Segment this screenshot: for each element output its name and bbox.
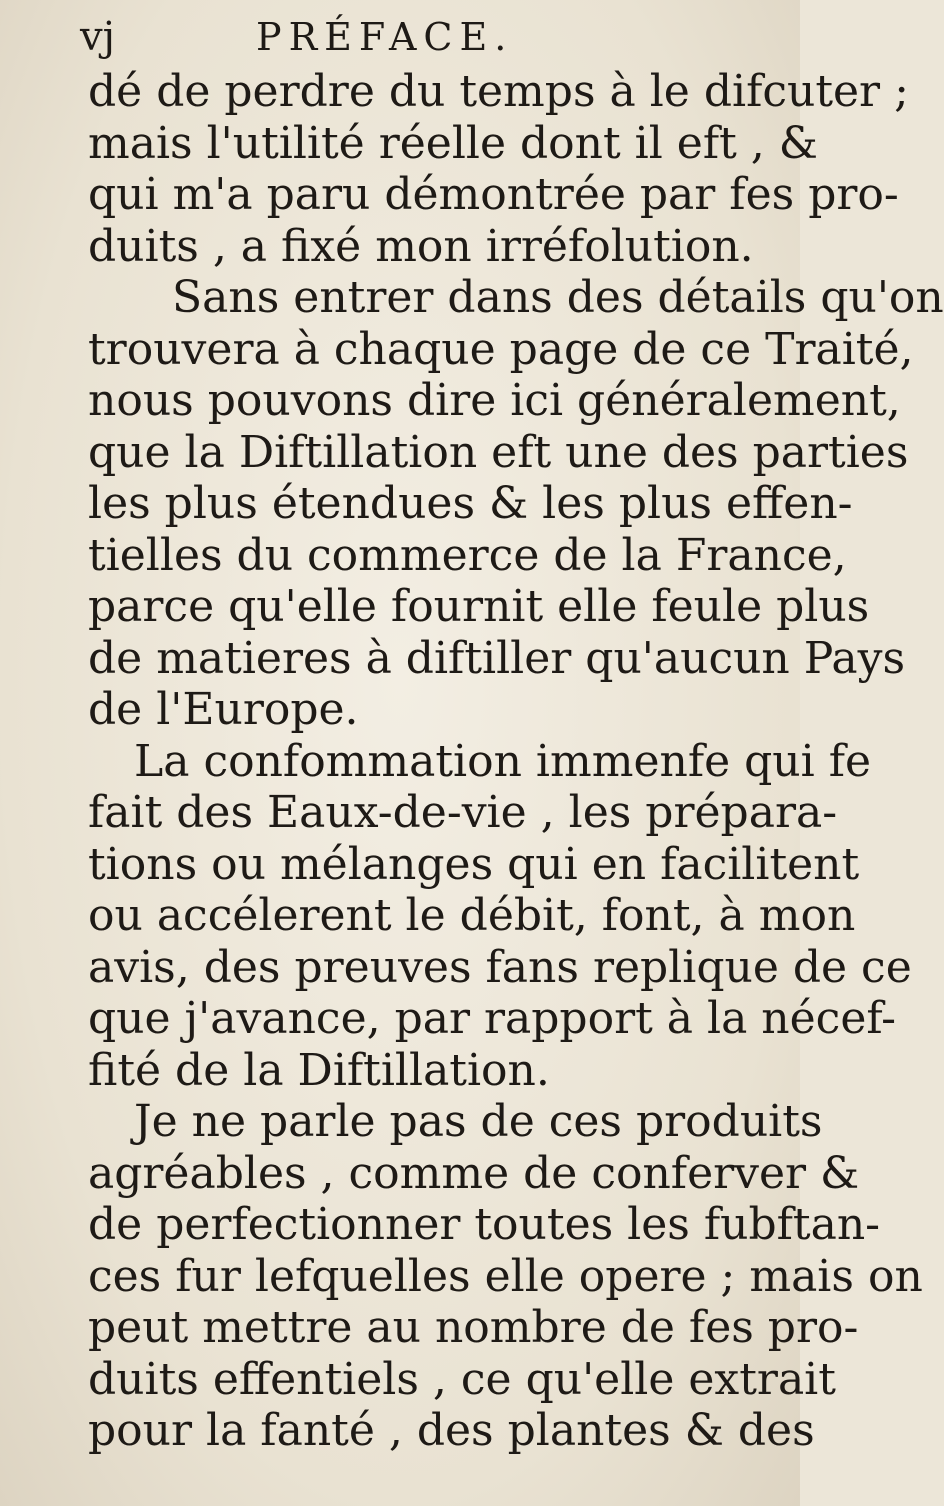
text-line: que la Diftillation eft une des parties [88,426,909,478]
text-line: ces fur lefquelles elle opere ; mais on [88,1250,923,1302]
text-line: fité de la Diftillation. [88,1044,550,1096]
page-number: vj [80,14,115,60]
text-line: Je ne parle pas de ces produits [134,1096,823,1147]
text-line: fait des Eaux-de-vie , les prépara- [88,787,838,838]
text-line: trouvera à chaque page de ce Traité, [88,323,914,375]
text-line: avis, des preuves fans replique de ce [88,941,912,993]
text-line: pour la fanté , des plantes & des [88,1405,815,1456]
body-text [88,66,944,1457]
text-line: Sans entrer dans des détails qu'on [172,272,944,323]
running-title: PRÉFACE. [256,15,514,59]
text-line: nous pouvons dire ici généralement, [88,375,901,426]
text-line: dé de perdre du temps à le difcuter ; [88,66,909,117]
page-header [80,8,780,70]
text-line: de l'Europe. [88,684,359,735]
text-line: que j'avance, par rapport à la nécef- [88,993,896,1044]
text-line: tielles du commerce de la France, [88,529,847,581]
text-line: de perfectionner toutes les fubftan- [88,1199,881,1250]
text-line: mais l'utilité réelle dont il eft , & [88,117,818,169]
text-line: agréables , comme de conferver & [88,1147,860,1199]
text-line: duits effentiels , ce qu'elle extrait [88,1353,836,1405]
text-line: les plus étendues & les plus effen- [88,478,853,529]
text-line: de matieres à diftiller qu'aucun Pays [88,632,906,684]
text-line: La confommation immenfe qui fe [134,735,872,787]
text-line: peut mettre au nombre de fes pro- [88,1302,859,1353]
text-line: parce qu'elle fournit elle feule plus [88,581,870,632]
text-line: qui m'a paru démontrée par fes pro- [88,169,899,220]
text-line: ou accélerent le débit, font, à mon [88,890,856,941]
text-line: duits , a fixé mon irréfolution. [88,220,754,272]
text-line: tions ou mélanges qui en facilitent [88,838,860,890]
